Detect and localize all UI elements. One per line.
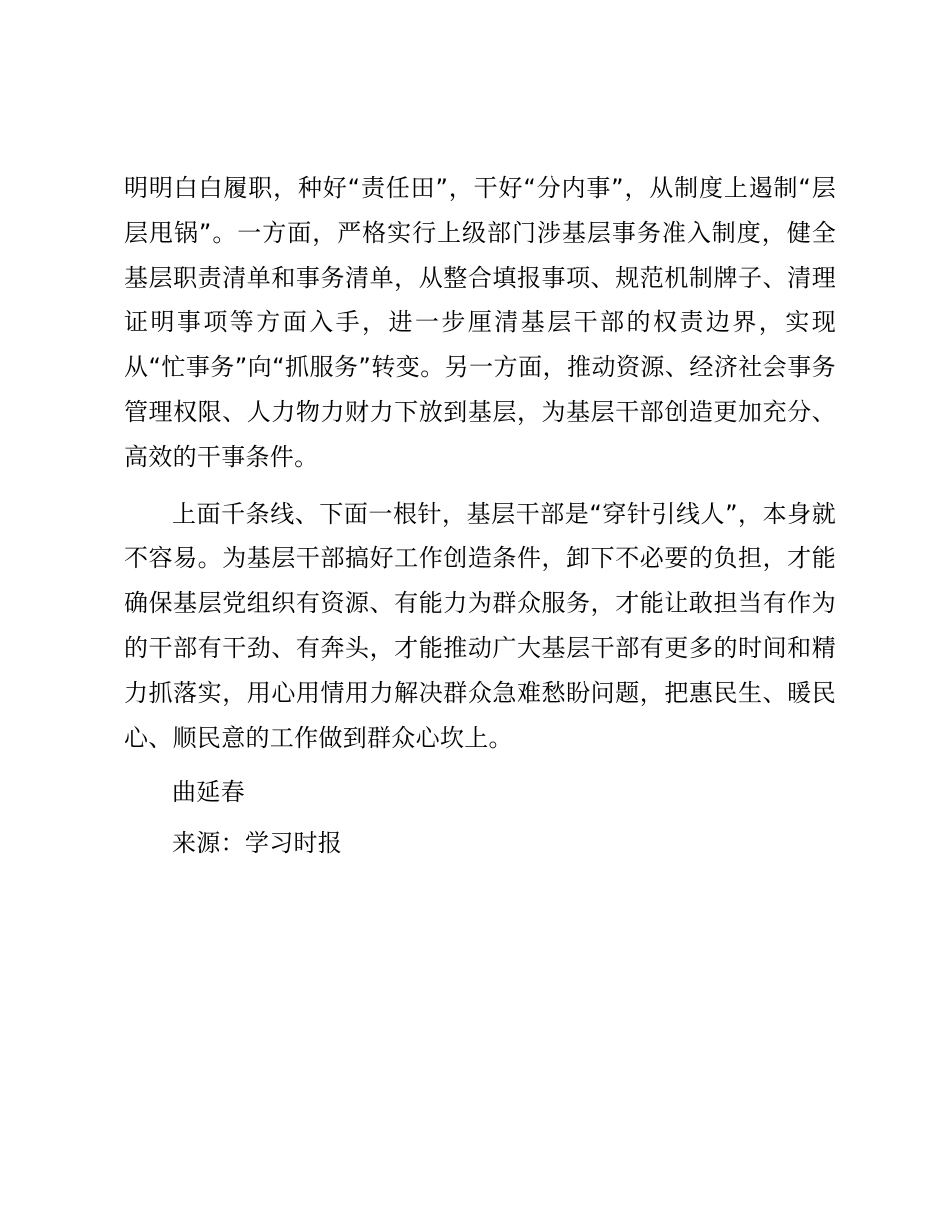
source-line: 来源：学习时报 <box>172 829 343 858</box>
article-body <box>124 166 836 866</box>
author-name: 曲延春 <box>172 778 245 807</box>
paragraph: 上面千条线、下面一根针，基层干部是“穿针引线人”，本身就不容易。为基层干部搞好工作创造条件，卸下不必要的负担，才能确保基层党组织有资源、有能力为群众服务，才能让敢担当有作为的干部有干劲、有奔头，才能推动广大基层干部有更多的时间和精力抓落实，用心用情用力解决群众急难愁盼问题，把惠民生、暖民心、顺民意的工作做到群众心坎上。 <box>124 499 836 752</box>
paragraph-continued: 明明白白履职，种好“责任田”，干好“分内事”，从制度上遏制“层层甩锅”。一方面，严格实行上级部门涉基层事务准入制度，健全基层职责清单和事务清单，从整合填报事项、规范机制牌子、清理证明事项等方面入手，进一步厘清基层干部的权责边界，实现从“忙事务”向“抓服务”转变。另一方面，推动资源、经济社会事务管理权限、人力物力财力下放到基层，为基层干部创造更加充分、高效的干事条件。 <box>124 174 836 471</box>
